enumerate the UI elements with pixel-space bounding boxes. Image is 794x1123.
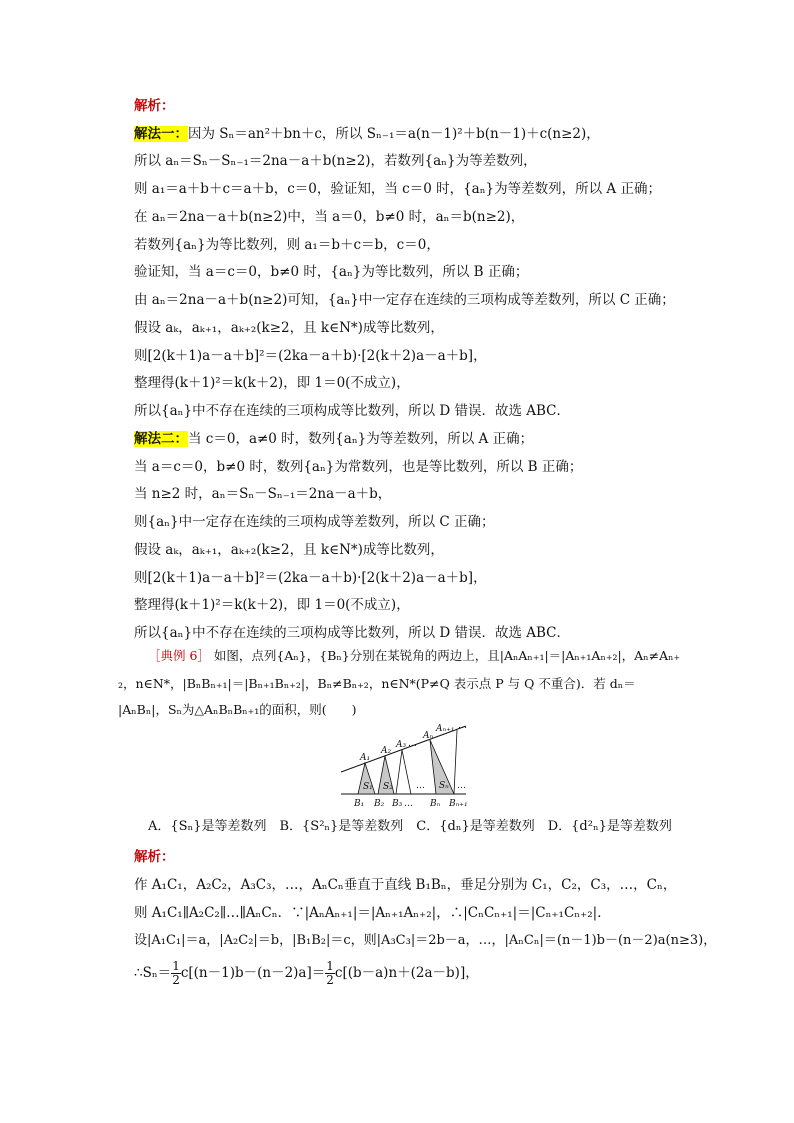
- label-an: Aₙ: [423, 731, 434, 741]
- example-line-3: |AₙBₙ|，Sₙ为△AₙBₙBₙ₊₁的面积，则( ): [118, 702, 357, 717]
- frac-den: 2: [326, 973, 334, 987]
- label-b2: B₂: [374, 799, 385, 809]
- answer-options: A．{Sₙ}是等差数列 B．{S²ₙ}是等差数列 C．{dₙ}是等差数列 D．{d²ₙ}是等差数列: [148, 819, 672, 834]
- example-line-2: ₂，n∈N*，|BₙBₙ₊₁|＝|Bₙ₊₁Bₙ₊₂|，Bₙ≠Bₙ₊₂，n∈N*(P≠Q 表示点 P 与 Q 不重合)．若 dₙ＝: [118, 676, 636, 691]
- label-bn: Bₙ: [430, 799, 441, 809]
- text-line: 则[2(k＋1)a－a＋b]²＝(2ka－a＋b)·[2(k＋2)a－a＋b]，: [134, 570, 487, 586]
- method-one-line: [134, 125, 600, 143]
- text-line: 则 a₁＝a＋b＋c＝a＋b，c＝0，验证知，当 c＝0 时，{aₙ}为等差数列，所以 A 正确；: [134, 181, 661, 197]
- text-line: 当 n≥2 时，aₙ＝Sₙ－Sₙ₋₁＝2na－a＋b，: [134, 486, 392, 502]
- dots-mid: …: [416, 781, 425, 791]
- text-line: 则{aₙ}中一定存在连续的三项构成等差数列，所以 C 正确；: [134, 514, 495, 530]
- formula-part: c[(n－1)b－(n－2)a]＝: [180, 965, 326, 981]
- frac-num: 1: [326, 959, 334, 973]
- label-b1: B₁: [354, 799, 365, 809]
- text-line: 假设 aₖ，aₖ₊₁，aₖ₊₂(k≥2，且 k∈N*)成等比数列，: [134, 320, 444, 336]
- formula-part: c[(b－a)n＋(2a－b)]，: [334, 965, 479, 981]
- method-two-line: [134, 430, 533, 448]
- dots-top: …: [408, 739, 417, 749]
- analysis-tag: 解析：: [134, 98, 175, 114]
- fraction-half: [325, 960, 335, 987]
- text-line: 假设 aₖ，aₖ₊₁，aₖ₊₂(k≥2，且 k∈N*)成等比数列，: [134, 542, 444, 558]
- text-line: 在 aₙ＝2na－a＋b(n≥2)中，当 a＝0，b≠0 时，aₙ＝b(n≥2)，: [134, 209, 525, 225]
- formula-line: [134, 958, 479, 988]
- method-one-tag: 解法一：: [134, 126, 188, 142]
- text-line: 验证知，当 a＝c＝0，b≠0 时，{aₙ}为等比数列，所以 B 正确；: [134, 264, 529, 280]
- text-line: 所以{aₙ}中不存在连续的三项构成等比数列，所以 D 错误．故选 ABC．: [134, 625, 571, 641]
- label-an1: Aₙ₊₁: [436, 724, 455, 734]
- text-line: 整理得(k＋1)²＝k(k＋2)，即 1＝0(不成立)，: [134, 375, 410, 391]
- text-line: 整理得(k＋1)²＝k(k＋2)，即 1＝0(不成立)，: [134, 597, 410, 613]
- label-s1: S₁: [363, 782, 373, 792]
- dots-mid-right: …: [457, 781, 466, 791]
- text-line: 则 A₁C₁∥A₂C₂∥…∥AₙCₙ．∵|AₙAₙ₊₁|＝|Aₙ₊₁Aₙ₊₂|，∴|CₙCₙ₊₁|＝|Cₙ₊₁Cₙ₊₂|．: [134, 905, 611, 921]
- analysis-label-2: [134, 848, 175, 866]
- fraction-half: [171, 960, 181, 987]
- example-line-1: [148, 647, 680, 665]
- label-s2: S₂: [383, 782, 393, 792]
- text-line: 由 aₙ＝2na－a＋b(n≥2)可知，{aₙ}中一定存在连续的三项构成等差数列，所以 C 正确；: [134, 292, 675, 308]
- example-text: 如图，点列{Aₙ}，{Bₙ}分别在某锐角的两边上，且|AₙAₙ₊₁|＝|Aₙ₊₁Aₙ₊₂|，Aₙ≠Aₙ₊: [213, 648, 681, 663]
- label-a3: A₃: [396, 740, 407, 750]
- text-line: 设|A₁C₁|＝a，|A₂C₂|＝b，|B₁B₂|＝c，则|A₃C₃|＝2b－a，…，|AₙCₙ|＝(n－1)b－(n－2)a(n≥3)，: [134, 933, 717, 948]
- text-line: 当 c＝0，a≠0 时，数列{aₙ}为等差数列，所以 A 正确；: [188, 431, 534, 447]
- frac-den: 2: [172, 973, 180, 987]
- label-bn1: Bₙ₊₁: [449, 799, 468, 809]
- example-tag: ［典例 6］: [148, 648, 210, 663]
- geometry-figure: [336, 722, 476, 812]
- text-line: 作 A₁C₁，A₂C₂，A₃C₃，…，AₙCₙ垂直于直线 B₁Bₙ，垂足分别为 C₁，C₂，C₃，…，Cₙ，: [134, 877, 677, 893]
- label-a2: A₂: [381, 746, 392, 756]
- label-b3: B₃: [392, 799, 403, 809]
- text-line: 若数列{aₙ}为等比数列，则 a₁＝b＋c＝b，c＝0，: [134, 237, 440, 253]
- analysis-label: [134, 97, 175, 115]
- frac-num: 1: [172, 959, 180, 973]
- triangle-3: [396, 750, 411, 794]
- analysis-tag-2: 解析：: [134, 849, 175, 865]
- label-a1: A₁: [360, 753, 371, 763]
- text-line: 所以{aₙ}中不存在连续的三项构成等比数列，所以 D 错误．故选 ABC．: [134, 403, 571, 419]
- label-sn: Sₙ: [439, 781, 449, 791]
- text-line: 因为 Sₙ＝an²＋bn＋c，所以 Sₙ₋₁＝a(n－1)²＋b(n－1)＋c(n≥2)，: [188, 126, 600, 142]
- text-line: 则[2(k＋1)a－a＋b]²＝(2ka－a＋b)·[2(k＋2)a－a＋b]，: [134, 348, 487, 364]
- dots-top-right: …: [458, 722, 467, 731]
- method-two-tag: 解法二：: [134, 431, 188, 447]
- formula-part: ∴Sₙ＝: [134, 965, 172, 981]
- dots-bottom: …: [404, 799, 413, 809]
- text-line: 所以 aₙ＝Sₙ－Sₙ₋₁＝2na－a＋b(n≥2)，若数列{aₙ}为等差数列，: [134, 153, 537, 169]
- text-line: 当 a＝c＝0，b≠0 时，数列{aₙ}为常数列，也是等比数列，所以 B 正确；: [134, 459, 583, 475]
